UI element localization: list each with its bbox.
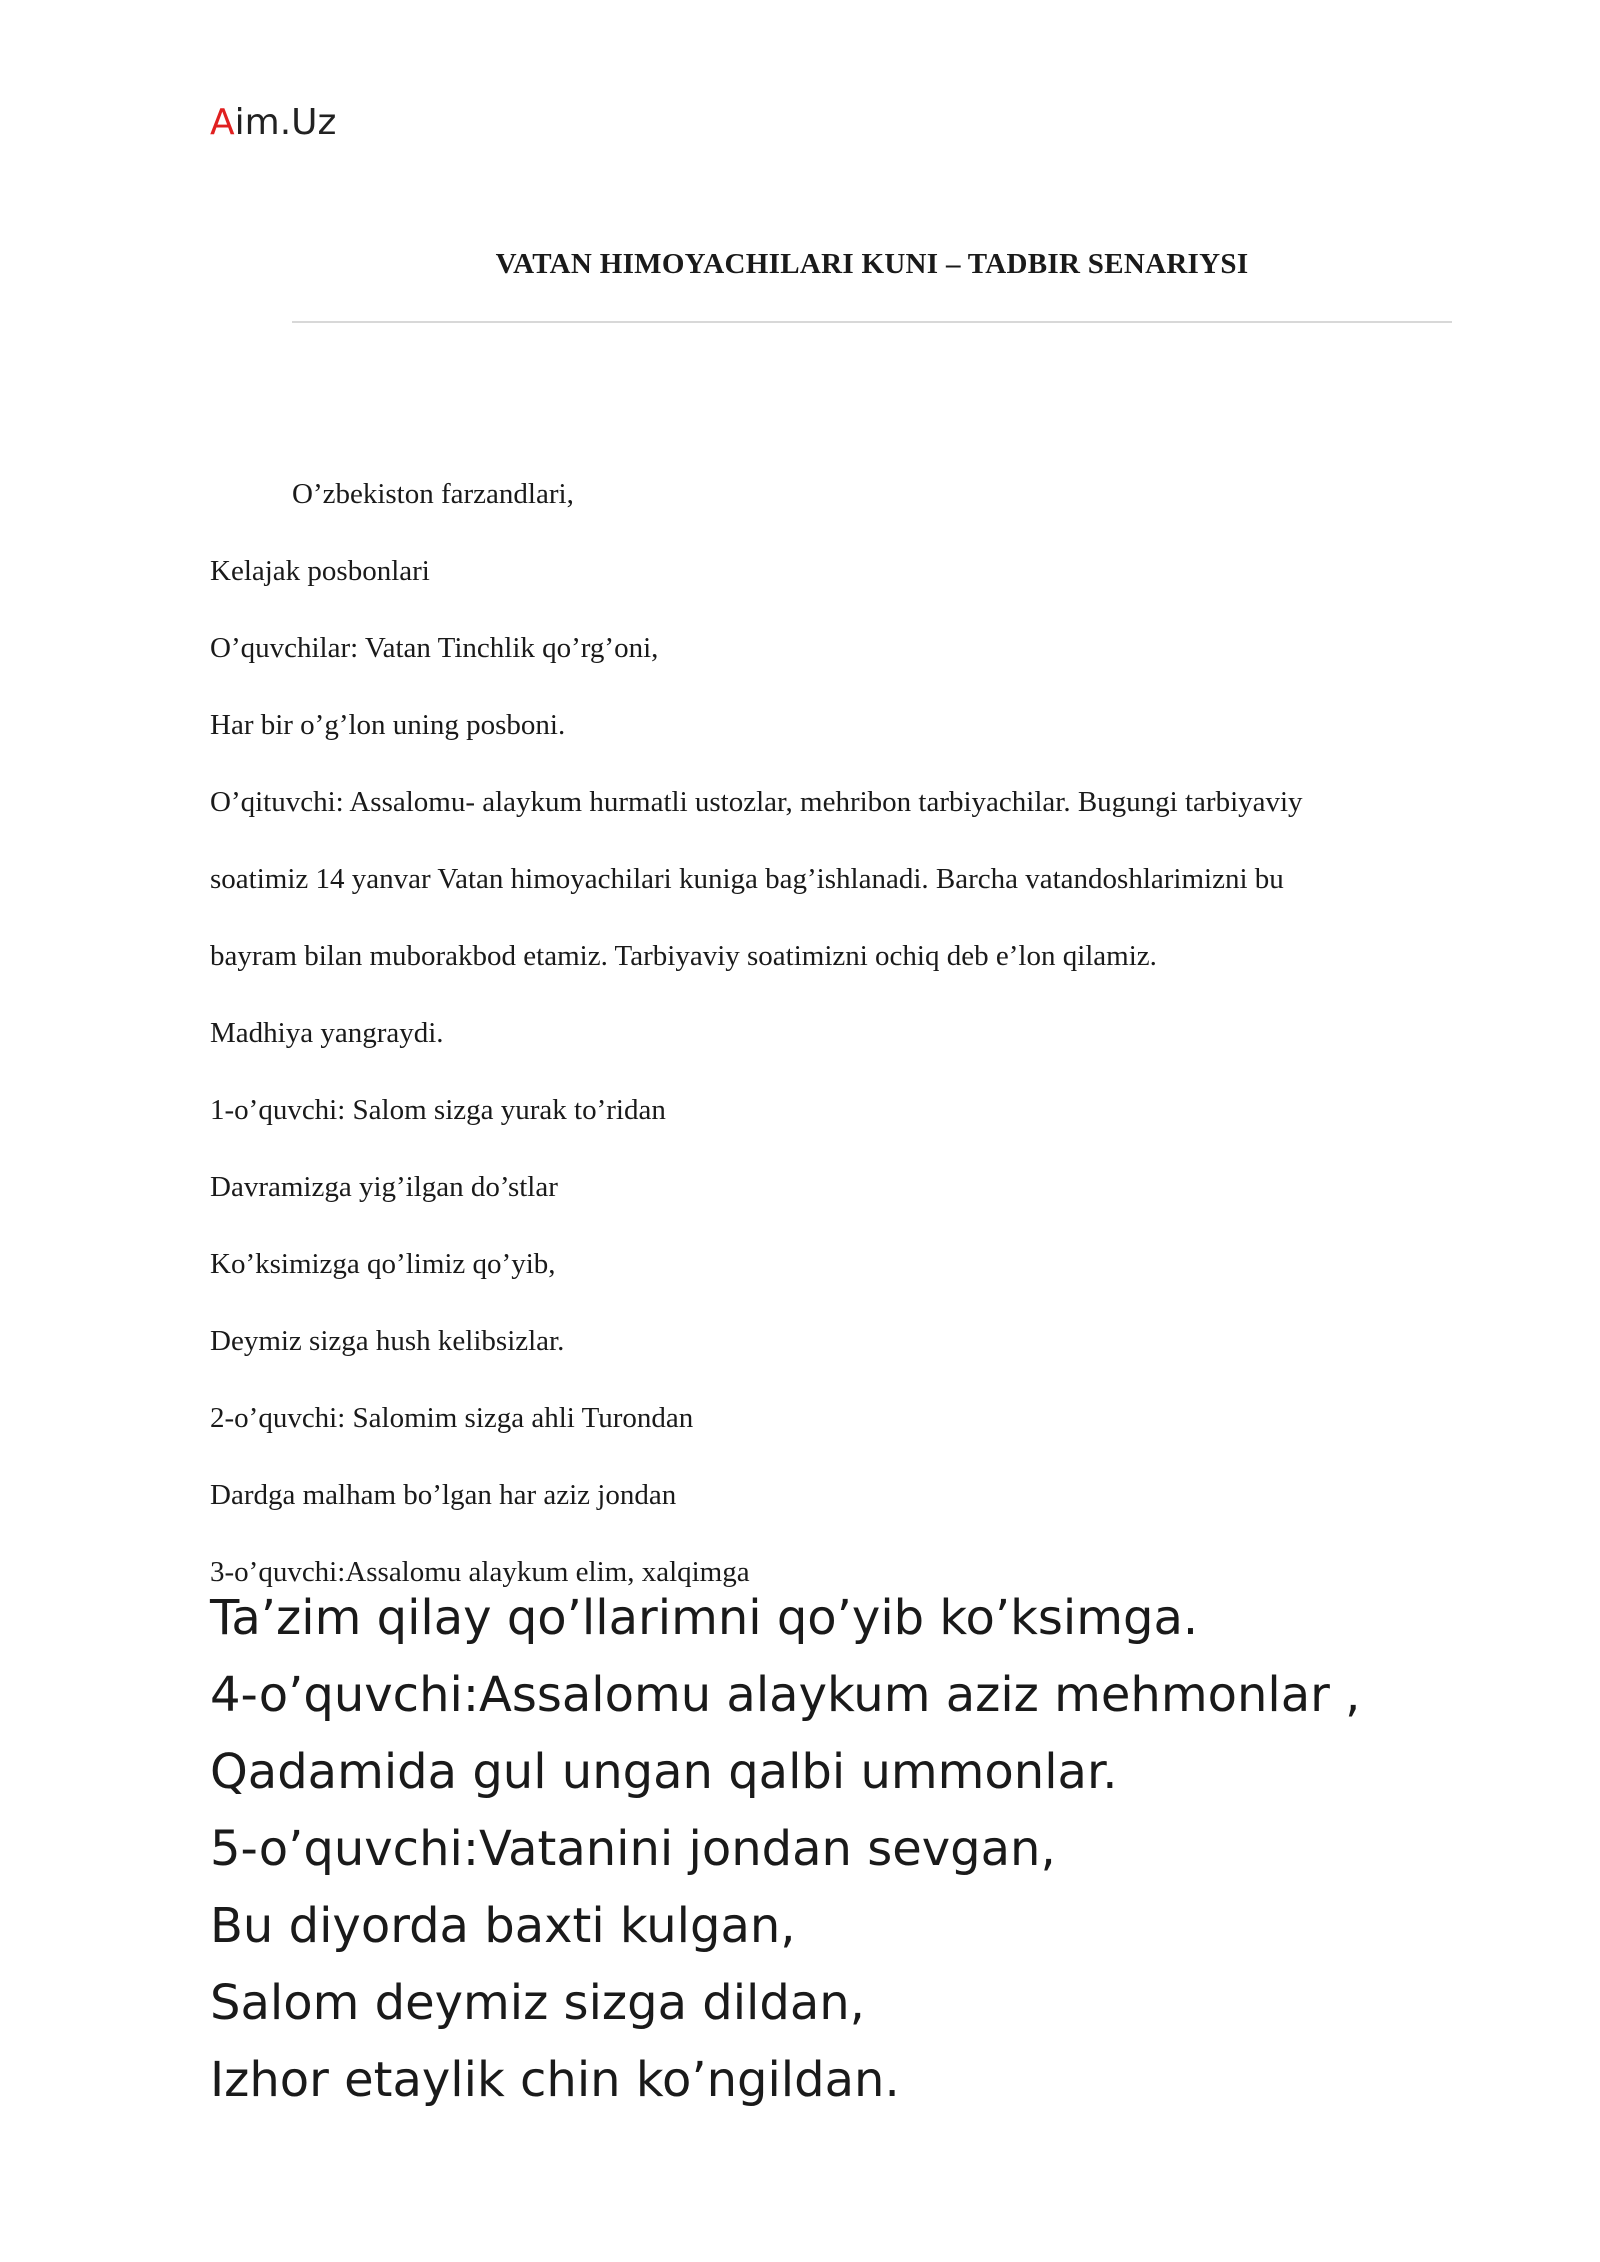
document-body-serif [210, 456, 1455, 1611]
body-line: Har bir o’g’lon uning posboni. [210, 709, 566, 741]
body-line-large: 4-o’quvchi:Assalomu alaykum aziz mehmonlar , [210, 1667, 1361, 1723]
document-title: VATAN HIMOYACHILARI KUNI – TADBIR SENARIYSI [495, 248, 1249, 280]
body-line: 2-o’quvchi: Salomim sizga ahli Turondan [210, 1402, 694, 1434]
body-line-large: Ta’zim qilay qo’llarimni qo’yib ko’ksimga. [210, 1590, 1199, 1646]
body-line: bayram bilan muborakbod etamiz. Tarbiyaviy soatimizni ochiq deb e’lon qilamiz. [210, 940, 1157, 972]
title-divider [292, 321, 1452, 323]
body-line: O’zbekiston farzandlari, [292, 478, 574, 510]
body-line-large: Izhor etaylik chin ko’ngildan. [210, 2052, 900, 2108]
body-line: Deymiz sizga hush kelibsizlar. [210, 1325, 565, 1357]
body-line: 3-o’quvchi:Assalomu alaykum elim, xalqimga [210, 1556, 750, 1588]
logo-accent-letter: A [210, 102, 235, 143]
document-body-sans [210, 1580, 1455, 2119]
body-line: O’quvchilar: Vatan Tinchlik qo’rg’oni, [210, 632, 659, 664]
logo-text: im.Uz [234, 102, 337, 143]
body-line: Kelajak posbonlari [210, 555, 430, 587]
page-header-logo [210, 98, 336, 148]
body-line: Dardga malham bo’lgan har aziz jondan [210, 1479, 677, 1511]
body-line-large: Bu diyorda baxti kulgan, [210, 1898, 796, 1954]
body-line: Davramizga yig’ilgan do’stlar [210, 1171, 558, 1203]
body-line-large: Qadamida gul ungan qalbi ummonlar. [210, 1744, 1118, 1800]
body-line-large: Salom deymiz sizga dildan, [210, 1975, 865, 2031]
body-line-large: 5-o’quvchi:Vatanini jondan sevgan, [210, 1821, 1056, 1877]
body-line: O’qituvchi: Assalomu- alaykum hurmatli ustozlar, mehribon tarbiyachilar. Bugungi tarbiyaviy [210, 786, 1303, 818]
body-line: soatimiz 14 yanvar Vatan himoyachilari kuniga bag’ishlanadi. Barcha vatandoshlarimizni bu [210, 863, 1284, 895]
body-line: Madhiya yangraydi. [210, 1017, 444, 1049]
body-line: 1-o’quvchi: Salom sizga yurak to’ridan [210, 1094, 666, 1126]
body-line: Ko’ksimizga qo’limiz qo’yib, [210, 1248, 556, 1280]
